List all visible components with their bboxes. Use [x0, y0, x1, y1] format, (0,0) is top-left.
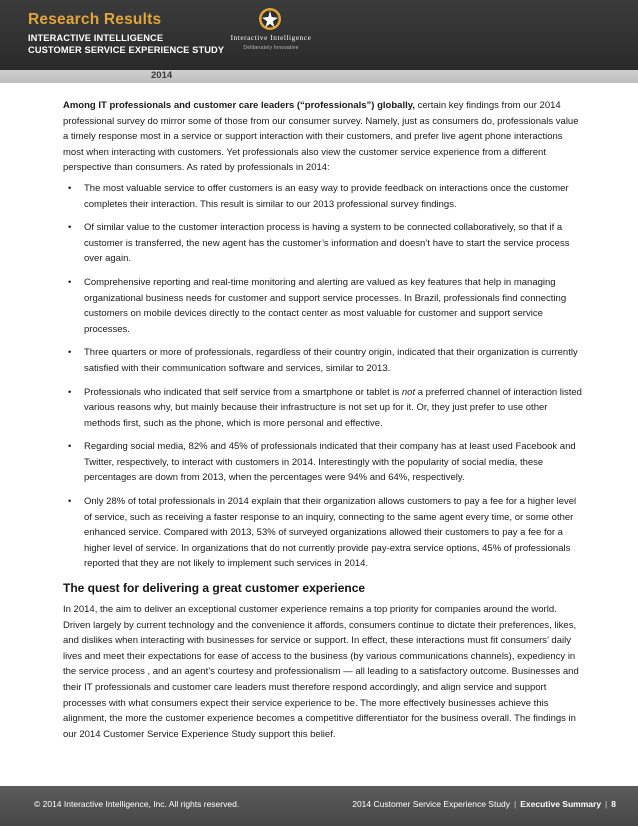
section-paragraph: In 2014, the aim to deliver an exceptional customer experience remains a top priority for companies around the world. Driven largely by current technology and the convenience it affords, consumers continue to dictate their preferences, likes, and dislikes when interacting with businesses for service or support. In effect, these interactions must fit consumers’ daily lives and meet their expectations for ease of access to the business (by various communications channels), expediency in the service process , and an agent’s courtesy and professionalism — all leading to a satisfactory outcome. Businesses and their IT professionals and customer care leaders must therefore respond accordingly, and align service and support processes with what consumers expect their service experience to be. The more effectively businesses achieve this alignment, the more the customer experience becomes a competitive differentiator for the business overall. The findings in our 2014 Customer Service Experience Study support this belief. — [63, 604, 579, 740]
footer-separator: | — [605, 799, 608, 809]
header-subtitle-line2: CUSTOMER SERVICE EXPERIENCE STUDY — [28, 45, 225, 55]
report-year: 2014 — [151, 70, 173, 81]
list-item-text: a preferred channel of interaction listed various reasons why, but mainly because their infrastructure is not set up for it. Or, they just prefer to use other methods first, such as the phone, which is more personal and effective. — [84, 386, 582, 429]
list-item-text: Professionals who indicated that self service from a smartphone or tablet is — [84, 386, 402, 398]
star-logo-icon — [258, 7, 282, 31]
report-header — [0, 0, 638, 70]
page-footer — [0, 786, 638, 826]
list-item-text: Of similar value to the customer interaction process is having a system to be connected collaboratively, so that if a customer is transferred, the new agent has the customer’s information and doesn’t have to start the service process over again. — [84, 222, 570, 265]
list-item — [63, 494, 583, 572]
list-item — [63, 385, 583, 432]
year-band — [0, 70, 638, 83]
footer-separator: | — [514, 799, 517, 809]
list-item-text: Regarding social media, 82% and 45% of professionals indicated that their company has at least used Facebook and Twitter, respectively, to interact with customers in 2014. Interestingly with the popularity of social media, these percentages are down from 2013, when the percentages were 94% and 64%, respectively. — [84, 441, 576, 484]
page-body — [63, 98, 583, 742]
section-heading: The quest for delivering a great customer experience — [63, 581, 366, 596]
intro-lead: Among IT professionals and customer care leaders (“professionals”) globally, — [63, 100, 415, 111]
list-item — [63, 275, 583, 337]
header-subtitle-line1: INTERACTIVE INTELLIGENCE — [28, 33, 164, 43]
intro-text: certain key findings from our 2014 professional survey do mirror some of those from our consumer survey. Namely, just as consumers do, professionals value a timely response most in a service or support interaction with their customers, and prefer live agent phone interactions most when interacting with customers. Yet professionals also view the customer service experience from a different perspective than consumers. As rated by professionals in 2014: — [63, 100, 579, 174]
footer-copyright: © 2014 Interactive Intelligence, Inc. All rights reserved. — [34, 799, 240, 809]
findings-list — [63, 181, 583, 572]
footer-info — [352, 799, 616, 809]
logo-tagline: Deliberately Innovative — [243, 45, 299, 51]
logo-name: Interactive Intelligence — [230, 34, 312, 42]
list-item — [63, 345, 583, 376]
list-item-text: Only 28% of total professionals in 2014 explain that their organization allows customers to pay a fee for a higher level of service, such as receiving a faster response to an inquiry, connecting to the same agent every time, or some other enhanced service. Compared with 2013, 53% of surveyed organizations allowed their customers to pay a fee for a higher level of service. In organizations that do not currently provide pay-extra service options, 45% of professionals reported that they are not likely to implement such services in 2014. — [84, 496, 577, 570]
footer-section-name: Executive Summary — [520, 799, 602, 809]
list-item-text: The most valuable service to offer customers is an easy way to provide feedback on interactions once the customer completes their interaction. This result is similar to our 2013 professional survey findings. — [84, 182, 569, 210]
footer-study-name: 2014 Customer Service Experience Study — [352, 799, 511, 809]
header-title: Research Results — [28, 11, 162, 28]
intro-paragraph — [63, 98, 583, 176]
list-item — [63, 220, 583, 267]
list-item-text: Three quarters or more of professionals, regardless of their country origin, indicated that their organization is currently satisfied with their communication software and services, similar to 2013. — [84, 347, 578, 374]
list-item — [63, 181, 583, 212]
emphasis-text: not — [401, 386, 416, 398]
page-number: 8 — [611, 799, 616, 809]
list-item-text: Comprehensive reporting and real-time monitoring and alerting are valued as key features that help in managing organizational business needs for customer and support service processes. In Brazil, professionals find connecting customers on mobile devices directly to the contact center as most valuable for customer and support service processes. — [84, 276, 567, 335]
list-item — [63, 439, 583, 486]
